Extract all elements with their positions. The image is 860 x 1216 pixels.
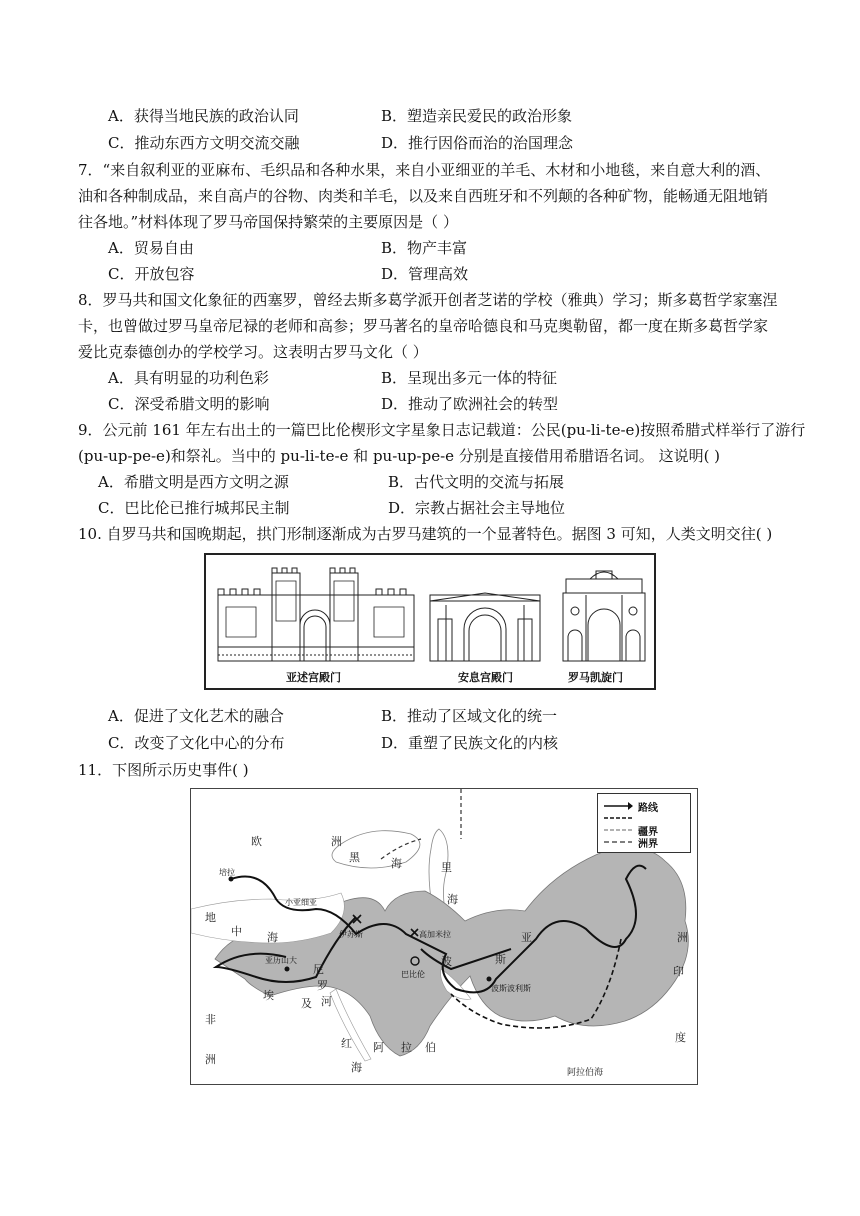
q7-option-a: A．贸易自由 (108, 239, 194, 257)
q10-option-d: D．重塑了民族文化的内核 (381, 734, 559, 752)
caption-parthian-gate: 安息宫殿门 (458, 671, 513, 684)
q7-stem-line-1: 7．“来自叙利亚的亚麻布、毛织品和各种水果，来自小亚细亚的羊毛、木材和小地毯，来自意大利的酒、 (78, 161, 771, 179)
figure-3-arches (204, 553, 656, 690)
map-legend (597, 793, 691, 853)
caption-roman-arch: 罗马凯旋门 (568, 671, 623, 684)
map-label-med-2: 中 (231, 925, 242, 938)
map-place-babylon: 巴比伦 (401, 970, 425, 979)
map-label-arabia-2: 拉 (401, 1041, 412, 1054)
q9-option-a: A．希腊文明是西方文明之源 (98, 473, 289, 491)
q7-option-b: B．物产丰富 (381, 239, 468, 257)
caption-assyrian-gate: 亚述宫殿门 (286, 671, 341, 684)
q10-stem-line-1: 10. 自罗马共和国晚期起，拱门形制逐渐成为古罗马建筑的一个显著特色。据图 3 可知，人类文明交往( ) (78, 525, 773, 543)
q9-stem-line-2: (pu-up-pe-e)和祭礼。当中的 pu-li-te-e 和 pu-up-pe-e 分别是直接借用希腊语名词。 这说明( ) (78, 447, 721, 465)
q8-stem-line-2: 卡，也曾做过罗马皇帝尼禄的老师和高参；罗马著名的皇帝哈德良和马克奥勒留，都一度在斯多葛哲学家 (78, 317, 769, 335)
q7-stem-line-3: 往各地。”材料体现了罗马帝国保持繁荣的主要原因是（ ） (78, 213, 458, 231)
map-label-med-1: 地 (205, 911, 216, 924)
map-place-pella: 培拉 (219, 868, 235, 877)
q7-option-c: C．开放包容 (108, 265, 195, 283)
map-label-egypt-2: 及 (301, 997, 312, 1010)
map-label-nile-2: 罗 (317, 979, 328, 992)
map-label-egypt-1: 埃 (263, 989, 274, 1002)
map-label-india-1: 印 (673, 965, 684, 978)
map-label-arabian-sea: 阿拉伯海 (567, 1068, 604, 1078)
map-label-nile-1: 尼 (313, 963, 324, 976)
q10-option-a: A．促进了文化艺术的融合 (108, 707, 284, 725)
map-label-africa-1: 非 (205, 1013, 216, 1026)
alexander-campaign-map (190, 788, 698, 1085)
q7-stem-line-2: 油和各种制成品，来自高卢的谷物、肉类和羊毛，以及来自西班牙和不列颠的各种矿物，能畅通无阻地销 (78, 187, 769, 205)
map-label-asia: 亚 (521, 931, 532, 944)
q8-stem-line-3: 爱比克泰德创办的学校学习。这表明古罗马文化（ ） (78, 343, 428, 361)
q11-stem-line-1: 11．下图所示历史事件( ) (78, 761, 249, 779)
empire-territory (215, 848, 688, 1056)
q8-option-b: B．呈现出多元一体的特征 (381, 369, 558, 387)
map-label-nile-3: 河 (321, 995, 332, 1008)
q9-option-b: B．古代文明的交流与拓展 (388, 473, 565, 491)
q6-option-c: C．推动东西方文明交流交融 (108, 134, 300, 152)
q8-option-c: C．深受希腊文明的影响 (108, 395, 270, 413)
map-place-persepolis: 波斯波利斯 (491, 984, 531, 993)
map-label-asia-continent: 洲 (677, 931, 688, 944)
legend-route: 路线 (638, 803, 658, 814)
map-label-europe-1: 欧 (251, 835, 262, 848)
map-label-persia-2: 斯 (495, 953, 506, 966)
parthian-gate-drawing (430, 593, 540, 661)
map-label-arabia-3: 伯 (425, 1041, 436, 1054)
map-label-blacksea-1: 黑 (349, 851, 360, 864)
q9-option-c: C．巴比伦已推行城邦民主制 (98, 499, 290, 517)
q9-stem-line-1: 9．公元前 161 年左右出土的一篇巴比伦楔形文字星象日志记载道：公民(pu-li-te-e)按照希腊式样举行了游行 (78, 421, 806, 439)
map-label-redsea-1: 红 (341, 1037, 352, 1050)
q8-option-d: D．推动了欧洲社会的转型 (381, 395, 559, 413)
q9-option-d: D．宗教占据社会主导地位 (388, 499, 566, 517)
q10-option-c: C．改变了文化中心的分布 (108, 734, 285, 752)
q8-option-a: A．具有明显的功利色彩 (108, 369, 269, 387)
map-place-alexandria: 亚历山大 (265, 956, 297, 965)
map-place-asia-minor: 小亚细亚 (285, 898, 317, 907)
legend-continent-line: 洲界 (638, 839, 658, 850)
q6-option-a: A．获得当地民族的政治认同 (108, 107, 299, 125)
map-label-redsea-2: 海 (351, 1061, 362, 1074)
map-label-arabia-1: 阿 (373, 1041, 384, 1054)
map-label-india-2: 度 (675, 1031, 686, 1044)
roman-arch-drawing (563, 571, 645, 661)
map-label-med-3: 海 (267, 931, 278, 944)
map-label-africa-2: 洲 (205, 1053, 216, 1066)
map-label-caspian-1: 里 (441, 861, 452, 874)
q7-option-d: D．管理高效 (381, 265, 469, 283)
map-label-caspian-2: 海 (447, 893, 458, 906)
map-place-issus: 伊苏斯 (339, 930, 363, 939)
legend-border: 疆界 (638, 827, 658, 838)
q6-option-b: B．塑造亲民爱民的政治形象 (381, 107, 573, 125)
map-place-gaugamela: 高加米拉 (419, 930, 451, 939)
map-label-europe-2: 洲 (331, 835, 342, 848)
map-label-persia-1: 波 (441, 955, 452, 968)
q6-option-d: D．推行因俗而治的治国理念 (381, 134, 574, 152)
map-label-blacksea-2: 海 (391, 857, 402, 870)
assyrian-gate-drawing (218, 568, 414, 661)
q8-stem-line-1: 8．罗马共和国文化象征的西塞罗，曾经去斯多葛学派开创者芝诺的学校（雅典）学习；斯多葛哲学家塞涅 (78, 291, 778, 309)
q10-option-b: B．推动了区域文化的统一 (381, 707, 558, 725)
